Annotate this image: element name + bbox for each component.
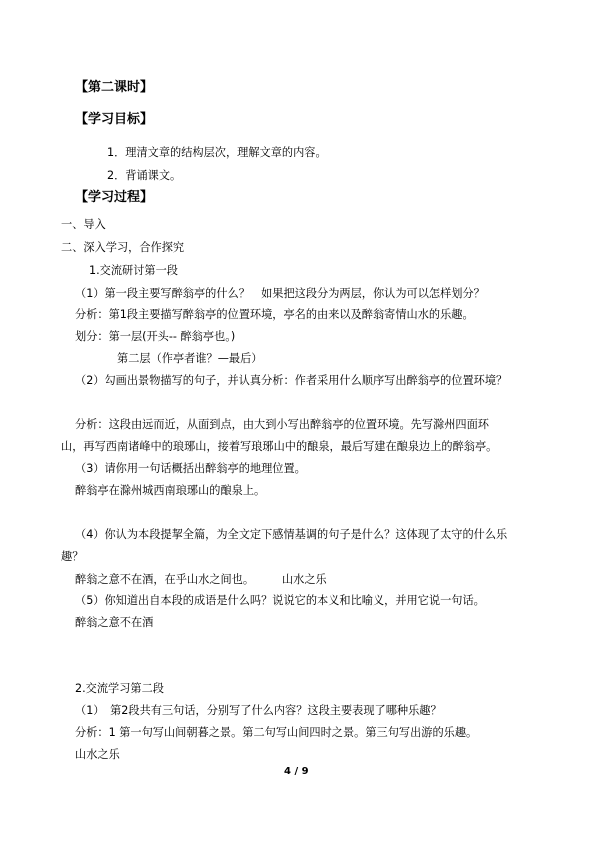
answer-4: 醉翁之意不在酒，在乎山水之间也。 山水之乐: [75, 573, 327, 586]
section-heading-process: 【学习过程】: [75, 190, 154, 205]
subsection-paragraph-2: 2.交流学习第二段: [75, 682, 164, 695]
step-deep-study: 二、深入学习，合作探究: [61, 241, 185, 254]
answer-1: 分析：第1段主要描写醉翁亭的位置环境，亭名的由来以及醉翁寄情山水的乐趣。: [75, 308, 474, 321]
answer-3: 醉翁亭在滁州城西南琅琊山的酿泉上。: [75, 484, 266, 497]
question-5: （5）你知道出自本段的成语是什么吗？说说它的本义和比喻义，并用它说一句话。: [75, 594, 485, 607]
goal-item-2: 2．背诵课文。: [107, 169, 182, 182]
answer-5: 醉翁之意不在酒: [75, 616, 154, 629]
page-number: 4 / 9: [284, 766, 309, 777]
answer-6-b: 山水之乐: [75, 748, 120, 761]
goal-item-1: 1．理清文章的结构层次，理解文章的内容。: [107, 146, 327, 159]
question-3: （3）请你用一句话概括出醉翁亭的地理位置。: [75, 462, 306, 475]
question-4-line-2: 趣？: [61, 550, 84, 563]
answer-6: 分析：1 第一句写山间朝暮之景。第二句写山间四时之景。第三句写出游的乐趣。: [75, 726, 478, 739]
question-1: （1）第一段主要写醉翁亭的什么？ 如果把这段分为两层，你认为可以怎样划分？: [75, 287, 485, 300]
question-2: （2）勾画出景物描写的句子，并认真分析：作者采用什么顺序写出醉翁亭的位置环境？: [75, 374, 508, 387]
question-4-line-1: （4）你认为本段提挈全篇，为全文定下感情基调的句子是什么？这体现了太守的什么乐: [75, 528, 508, 541]
question-6: （1） 第2段共有三句话，分别写了什么内容？这段主要表现了哪种乐趣？: [75, 704, 442, 717]
answer-2-line-2: 山，再写西南诸峰中的琅琊山，接着写琅琊山中的酿泉，最后写建在酿泉边上的醉翁亭。: [61, 440, 498, 453]
section-heading-lesson: 【第二课时】: [75, 80, 154, 95]
division-layer-2: 第二层（作亭者谁？—最后）: [117, 352, 263, 365]
section-heading-goals: 【学习目标】: [75, 112, 154, 127]
division-layer-1: 划分：第一层(开头-- 醉翁亭也。): [75, 330, 236, 343]
step-intro: 一、导入: [61, 218, 106, 231]
answer-2-line-1: 分析：这段由远而近，从面到点，由大到小写出醉翁亭的位置环境。先写滁州四面环: [75, 418, 489, 431]
subsection-paragraph-1: 1.交流研讨第一段: [89, 264, 178, 277]
